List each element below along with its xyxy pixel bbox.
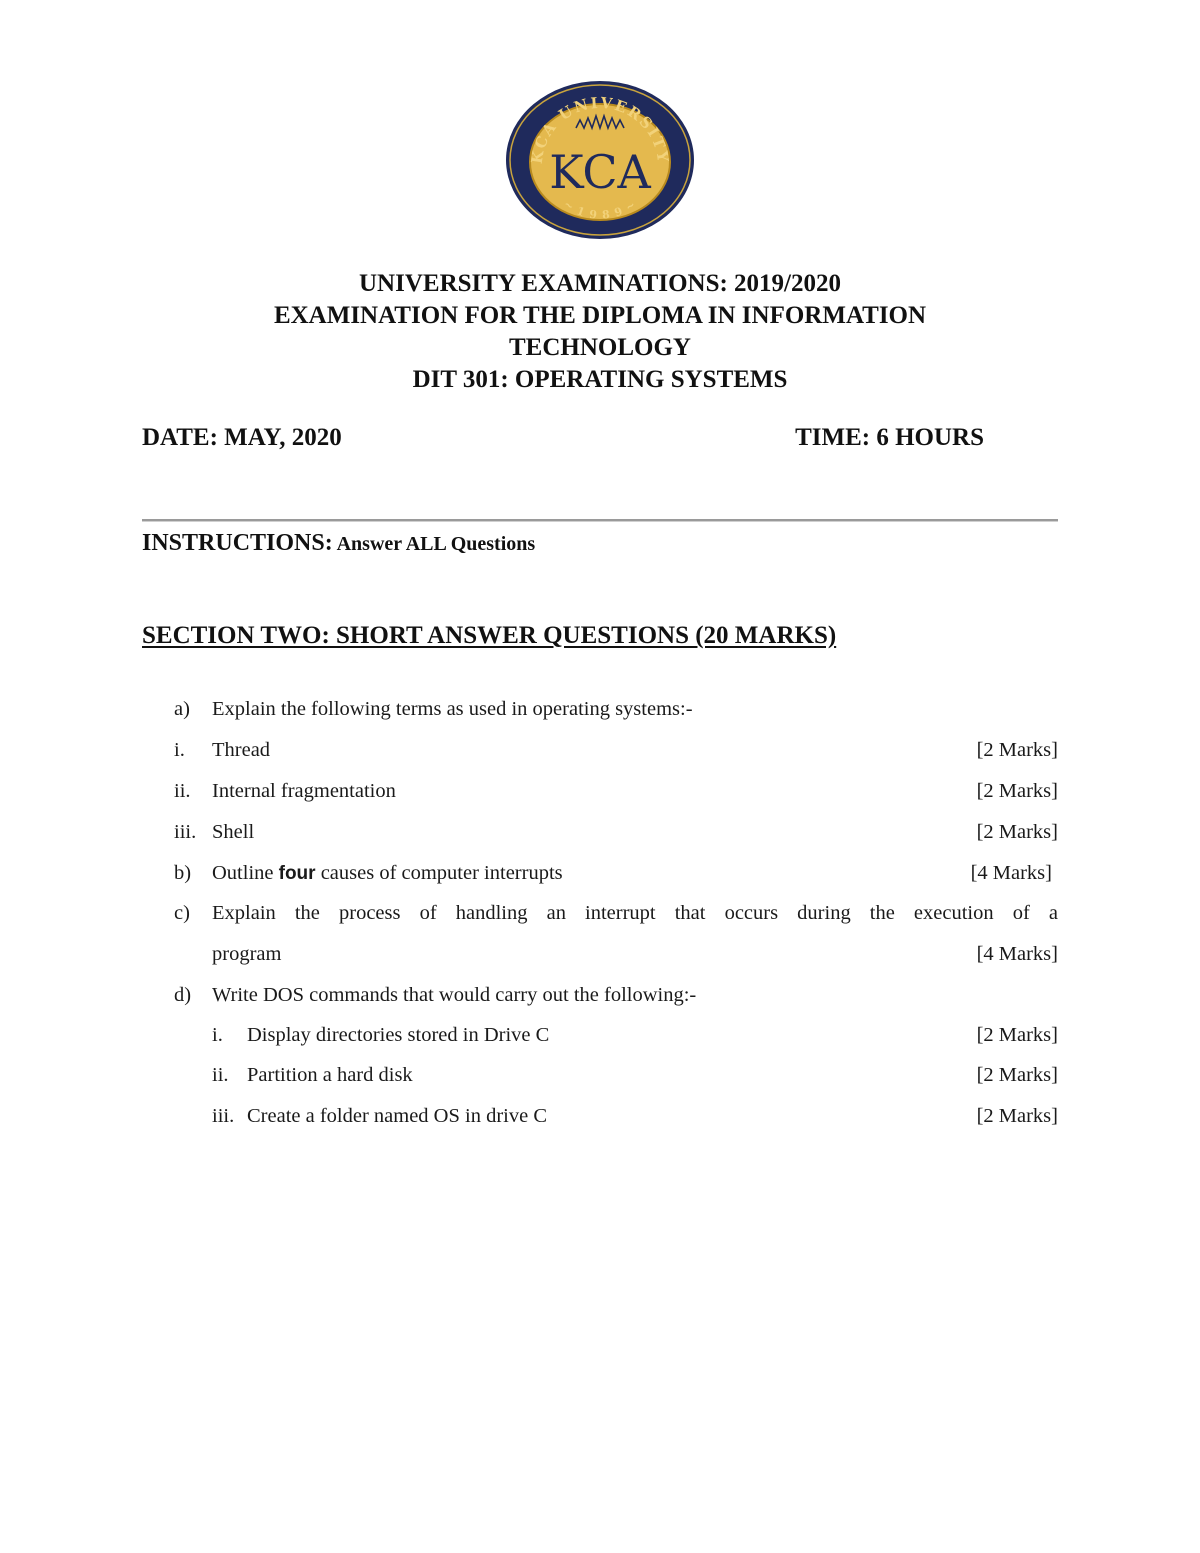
- question-d-i: [0, 1024, 1200, 1054]
- exam-duration: TIME: 6 HOURS: [795, 424, 984, 451]
- svg-text:KCA: KCA: [549, 145, 651, 199]
- question-marks: [2 Marks]: [976, 821, 1058, 843]
- question-label: iii.: [212, 1105, 235, 1127]
- section-title: SECTION TWO: SHORT ANSWER QUESTIONS (20 MARKS): [142, 622, 837, 649]
- exam-date: DATE: MAY, 2020: [142, 424, 342, 451]
- header-divider: [142, 519, 1058, 521]
- question-marks: [2 Marks]: [976, 780, 1058, 802]
- svg-text:~ 1 9 8 9 ~: ~ 1 9 8 9 ~: [561, 197, 639, 222]
- question-a: [0, 698, 1200, 728]
- course-title: DIT 301: OPERATING SYSTEMS: [412, 366, 788, 393]
- question-marks: [2 Marks]: [976, 1024, 1058, 1046]
- question-text: Shell: [212, 821, 255, 843]
- question-marks: [4 Marks]: [976, 943, 1058, 965]
- exam-meta-row: [142, 424, 984, 452]
- question-marks: [2 Marks]: [976, 1105, 1058, 1127]
- question-label: d): [174, 984, 192, 1006]
- question-a-iii: [0, 821, 1200, 851]
- question-label: c): [174, 902, 190, 924]
- question-label: ii.: [174, 780, 191, 802]
- question-label: i.: [212, 1024, 223, 1046]
- program-title-line2: TECHNOLOGY: [509, 334, 691, 361]
- question-marks: [2 Marks]: [976, 1064, 1058, 1086]
- question-b: [0, 862, 1200, 892]
- instructions-text: Answer ALL Questions: [332, 533, 536, 555]
- question-d-ii: [0, 1064, 1200, 1094]
- question-a-i: [0, 739, 1200, 769]
- question-label: i.: [174, 739, 185, 761]
- question-a-ii: [0, 780, 1200, 810]
- question-text-line1: Explain the process of handling an interrupt that occurs during the execution of a: [212, 902, 1058, 924]
- question-text: Write DOS commands that would carry out the following:-: [212, 984, 697, 1006]
- question-c-continued: [0, 943, 1200, 973]
- question-d: [0, 984, 1200, 1014]
- question-text: Display directories stored in Drive C: [247, 1024, 550, 1046]
- question-text-pre: Outline: [212, 862, 279, 884]
- exam-session-title: UNIVERSITY EXAMINATIONS: 2019/2020: [359, 270, 841, 297]
- exam-header: [140, 268, 1060, 396]
- svg-text:KCA UNIVERSITY: KCA UNIVERSITY: [527, 93, 673, 165]
- question-text-post: causes of computer interrupts: [315, 862, 563, 884]
- instructions: [142, 530, 535, 557]
- question-label: a): [174, 698, 190, 720]
- question-text-line2: program: [212, 943, 282, 965]
- question-text: Internal fragmentation: [212, 780, 396, 802]
- question-label: iii.: [174, 821, 197, 843]
- instructions-label: INSTRUCTIONS:: [142, 530, 333, 556]
- question-text: [212, 862, 563, 885]
- question-label: ii.: [212, 1064, 229, 1086]
- question-marks: [4 Marks]: [970, 862, 1052, 884]
- question-text: Partition a hard disk: [247, 1064, 413, 1086]
- question-c: [0, 902, 1200, 932]
- question-d-iii: [0, 1105, 1200, 1135]
- question-text: Thread: [212, 739, 271, 761]
- question-text: Explain the following terms as used in operating systems:-: [212, 698, 693, 720]
- question-marks: [2 Marks]: [976, 739, 1058, 761]
- question-text: Create a folder named OS in drive C: [247, 1105, 548, 1127]
- emphasis-word: four: [278, 863, 316, 884]
- question-label: b): [174, 862, 192, 884]
- kca-university-seal-logo: [504, 80, 696, 240]
- program-title-line1: EXAMINATION FOR THE DIPLOMA IN INFORMATION: [273, 302, 927, 329]
